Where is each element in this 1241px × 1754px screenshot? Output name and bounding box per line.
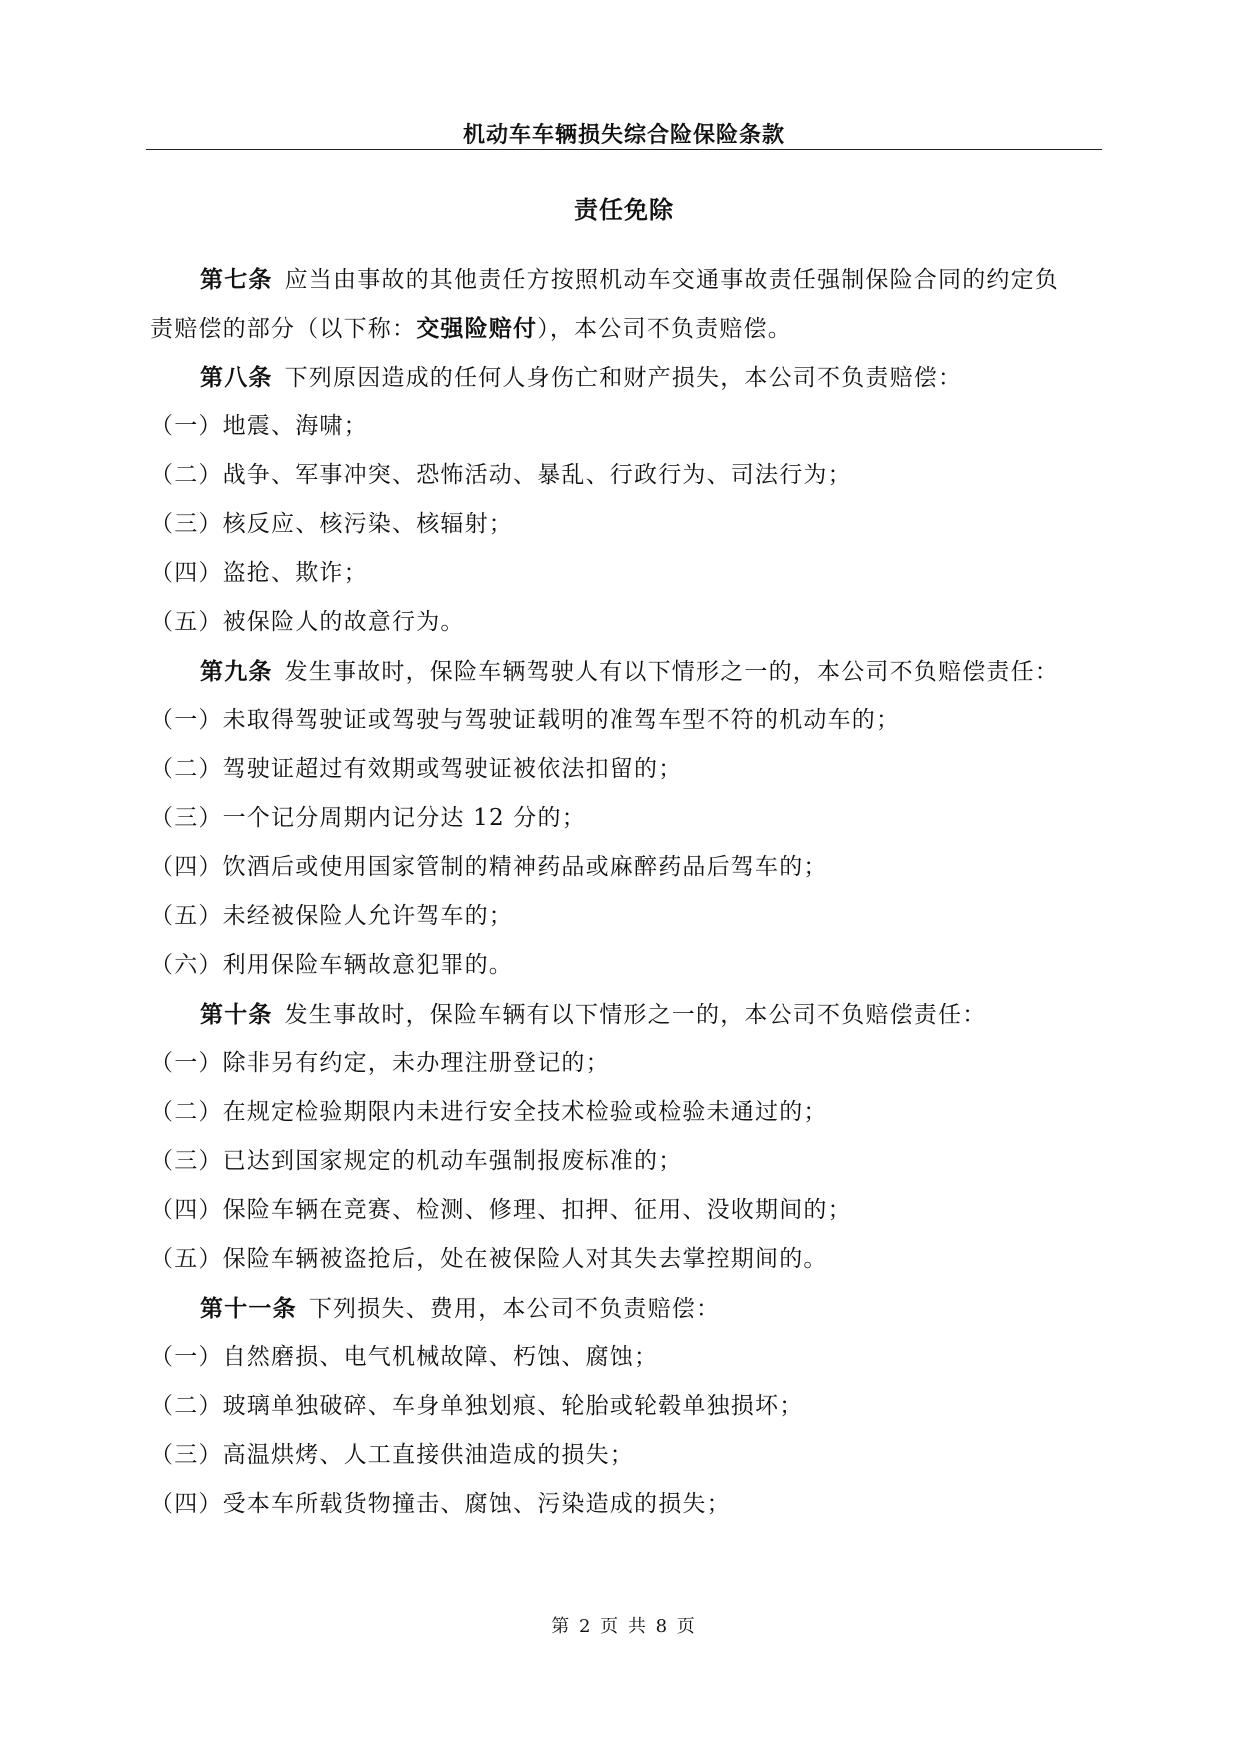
article-8-label: 第八条 xyxy=(200,364,273,391)
list-item: （四）受本车所载货物撞击、腐蚀、污染造成的损失； xyxy=(150,1491,731,1517)
article-7-line-2 xyxy=(150,304,1096,353)
article-7-line-1 xyxy=(150,255,1096,304)
article-7-text: 应当由事故的其他责任方按照机动车交通事故责任强制保险合同的约定负 xyxy=(284,267,1060,293)
list-item: （一）地震、海啸； xyxy=(150,413,368,439)
article-8-text: 下列原因造成的任何人身伤亡和财产损失，本公司不负责赔偿： xyxy=(284,365,963,391)
article-11-text: 下列损失、费用，本公司不负责赔偿： xyxy=(308,1296,721,1322)
list-item: （四）保险车辆在竞赛、检测、修理、扣押、征用、没收期间的； xyxy=(150,1197,852,1223)
list-item: （五）未经被保险人允许驾车的； xyxy=(150,903,513,929)
article-9-label: 第九条 xyxy=(200,658,273,685)
list-item: （一）未取得驾驶证或驾驶与驾驶证载明的准驾车型不符的机动车的； xyxy=(150,707,901,733)
article-11-heading xyxy=(150,1284,1096,1333)
article-9-heading xyxy=(150,647,1096,696)
article-10-heading xyxy=(150,990,1096,1039)
list-item: （二）战争、军事冲突、恐怖活动、暴乱、行政行为、司法行为； xyxy=(150,462,852,488)
article-7-text-end: ），本公司不负责赔偿。 xyxy=(537,316,792,342)
article-9-text: 发生事故时，保险车辆驾驶人有以下情形之一的，本公司不负赔偿责任： xyxy=(284,659,1060,685)
list-item: （六）利用保险车辆故意犯罪的。 xyxy=(150,952,513,978)
document-body xyxy=(150,255,1096,1529)
article-10-text: 发生事故时，保险车辆有以下情形之一的，本公司不负赔偿责任： xyxy=(284,1002,987,1028)
list-item: （三）核反应、核污染、核辐射； xyxy=(150,511,513,537)
section-title: 责任免除 xyxy=(574,195,674,224)
list-item: （四）盗抢、欺诈； xyxy=(150,560,368,586)
list-item: （三）已达到国家规定的机动车强制报废标准的； xyxy=(150,1148,683,1174)
article-7-text-cont: 责赔偿的部分（以下称： xyxy=(150,316,417,342)
list-item: （二）驾驶证超过有效期或驾驶证被依法扣留的； xyxy=(150,756,683,782)
article-7-label: 第七条 xyxy=(200,266,273,293)
document-header-title: 机动车车辆损失综合险保险条款 xyxy=(462,122,785,148)
article-10-label: 第十条 xyxy=(200,1001,273,1028)
list-item: （五）保险车辆被盗抢后，处在被保险人对其失去掌控期间的。 xyxy=(150,1246,828,1272)
list-item: （五）被保险人的故意行为。 xyxy=(150,609,465,635)
list-item: （一）自然磨损、电气机械故障、朽蚀、腐蚀； xyxy=(150,1344,659,1370)
list-item: （四）饮酒后或使用国家管制的精神药品或麻醉药品后驾车的； xyxy=(150,854,828,880)
header-divider xyxy=(146,149,1102,150)
list-item: （三）高温烘烤、人工直接供油造成的损失； xyxy=(150,1442,634,1468)
list-item: （二）在规定检验期限内未进行安全技术检验或检验未通过的； xyxy=(150,1099,828,1125)
article-7-emphasis: 交强险赔付 xyxy=(416,315,538,342)
list-item: （一）除非另有约定，未办理注册登记的； xyxy=(150,1050,610,1076)
list-item: （二）玻璃单独破碎、车身单独划痕、轮胎或轮毂单独损坏； xyxy=(150,1393,804,1419)
page-number: 第 2 页 共 8 页 xyxy=(551,1616,697,1637)
article-8-heading xyxy=(150,353,1096,402)
list-item: （三）一个记分周期内记分达 12 分的； xyxy=(150,805,586,831)
article-11-label: 第十一条 xyxy=(200,1295,297,1322)
